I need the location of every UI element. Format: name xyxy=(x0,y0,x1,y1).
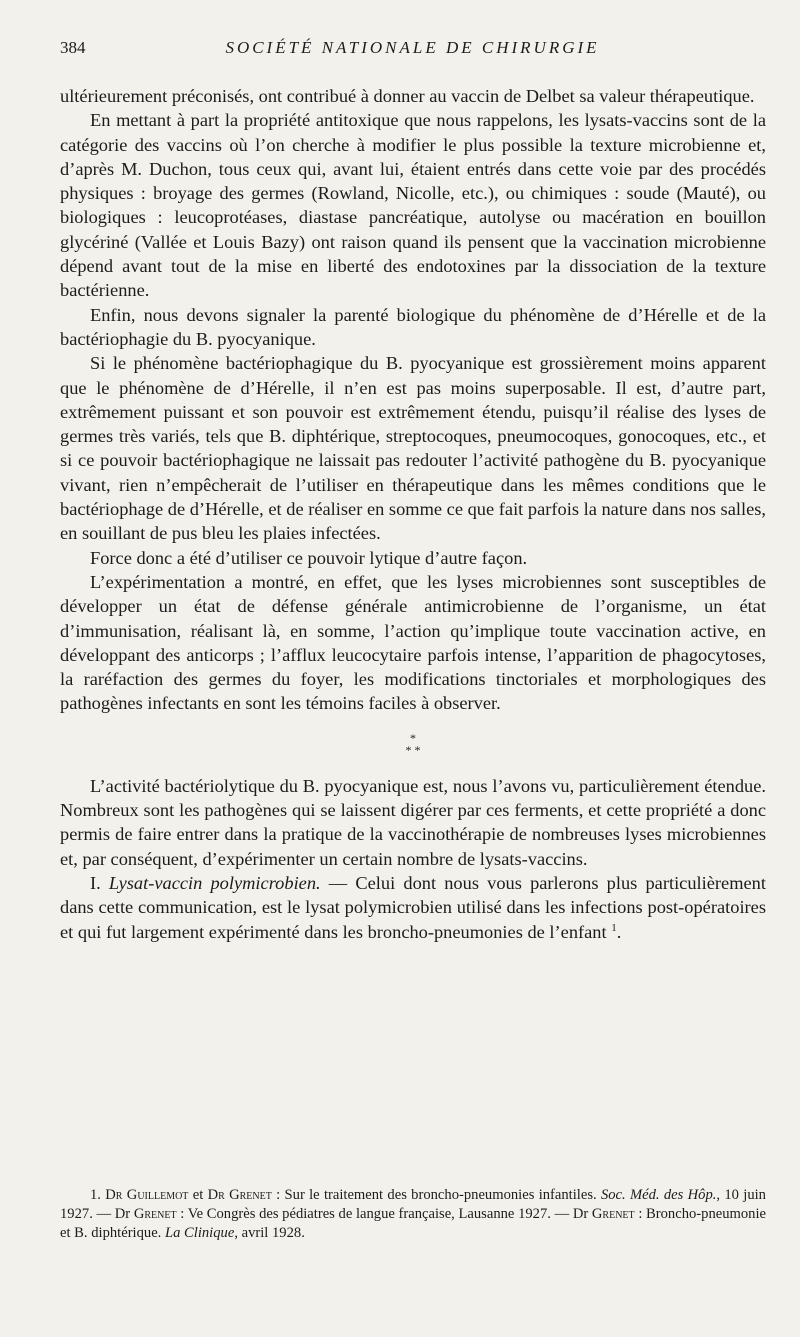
paragraph: L’activité bactériolytique du B. pyocyanique est, nous l’avons vu, particulièrement étendue. Nombreux sont les pathogènes qui se laissent digérer par ces ferments, et cette propriété a donc permis de faire entrer dans la pratique de la vaccinothérapie de nombreuses lyses microbiennes et, par conséquent, d’expérimenter un certain nombre de lysats-vaccins. xyxy=(60,775,766,869)
footnote-author: Grenet xyxy=(591,1206,635,1223)
footnote-author: Grenet xyxy=(133,1206,177,1223)
asterism-top: * xyxy=(410,730,416,745)
footnote-journal: Soc. Méd. des Hôp. xyxy=(600,1187,717,1203)
footnote xyxy=(60,1186,766,1244)
footnote-text: , 10 juin 1927. — Dr xyxy=(60,1187,766,1223)
section-number: I. xyxy=(90,872,101,893)
footnote-reference: 1 xyxy=(611,921,617,934)
footnote-text: et xyxy=(188,1187,208,1203)
footnote-text: : Sur le traitement des broncho-pneumonies infantiles. xyxy=(271,1187,601,1203)
running-title: SOCIÉTÉ NATIONALE DE CHIRURGIE xyxy=(225,38,600,57)
footnote-text: , avril 1928. xyxy=(234,1225,305,1242)
paragraph: ultérieurement préconisés, ont contribué à donner au vaccin de Delbet sa valeur thérapeutique. xyxy=(60,86,755,106)
asterism-bottom: * * xyxy=(405,742,421,757)
footnote-author: Dr Grenet xyxy=(207,1187,272,1203)
section-title: Lysat-vaccin polymicrobien. xyxy=(108,872,321,893)
paragraph: Si le phénomène bactériophagique du B. pyocyanique est grossièrement moins apparent que le phénomène de d’Hérelle, il n’en est pas moins superposable. Il est, d’autre part, extrêmement puissant et son pouvoir est extrêmement étendu, puisqu’il réalise des lyses de germes très variés, tels que B. diphtérique, streptocoques, pneumocoques, gonocoques, etc., et si ce pouvoir bactériophagique ne laissait pas redouter l’activité pathogène du B. pyocyanique vivant, rien n’empêcherait de l’utiliser en thérapeutique dans les mêmes conditions que le bactériophage de d’Hérelle, et de réaliser en somme ce que fait parfois la nature dans nos salles, en souillant de pus bleu les plaies infectées. xyxy=(60,353,766,544)
page-number: 384 xyxy=(60,38,86,57)
footnote-author: Dr Guillemot xyxy=(105,1187,189,1203)
footnote-number: 1. xyxy=(90,1187,101,1203)
footnote-journal: La Clinique xyxy=(164,1225,235,1242)
footnote-text: : Broncho-pneumonie et B. diphtérique. xyxy=(60,1206,766,1242)
section-text: — Celui dont nous vous parlerons plus particulièrement dans cette communication, est le lysat polymicrobien utilisé dans les infections post-opératoires et qui fut largement expérimenté dans les broncho-pneumonies de l’enfant xyxy=(60,872,766,942)
section-end: . xyxy=(616,921,622,942)
paragraph: L’expérimentation a montré, en effet, que les lyses microbiennes sont susceptibles de développer un état de défense générale antimicrobienne de l’organisme, un état d’immunisation, réalisant là, en somme, l’action qu’implique toute vaccination active, en développant des anticorps ; l’afflux leucocytaire parfois intense, l’apparition de phagocytoses, la raréfaction des germes du foyer, les modifications tinctoriales et morphologiques des pathogènes infectants en sont les témoins faciles à observer. xyxy=(60,571,766,714)
body-text xyxy=(60,84,766,944)
footnotes xyxy=(60,1186,766,1244)
paragraph: Force donc a été d’utiliser ce pouvoir lytique d’autre façon. xyxy=(90,547,528,568)
paragraph: Enfin, nous devons signaler la parenté biologique du phénomène de d’Hérelle et de la bactériophagie du B. pyocyanique. xyxy=(60,304,766,349)
page-header xyxy=(60,38,765,62)
footnote-text: : Ve Congrès des pédiatres de langue française, Lausanne 1927. — Dr xyxy=(176,1206,592,1223)
section-paragraph xyxy=(60,871,766,944)
section-asterism xyxy=(60,732,766,756)
paragraph: En mettant à part la propriété antitoxique que nous rappelons, les lysats-vaccins sont de la catégorie des vaccins où l’on cherche à modifier le plus possible la texture microbienne et, d’après M. Duchon, tous ceux qui, avant lui, étaient entrés dans cette voie par des procédés physiques : broyage des germes (Rowland, Nicolle, etc.), ou chimiques : soude (Mauté), ou biologiques : leucoprotéases, diastase pancréatique, autolyse ou macération en bouillon glycériné (Vallée et Louis Bazy) ont raison quand ils pensent que la vaccination microbienne dépend avant tout de la mise en liberté des endotoxines par la dissociation de la texture bactérienne. xyxy=(60,110,766,301)
